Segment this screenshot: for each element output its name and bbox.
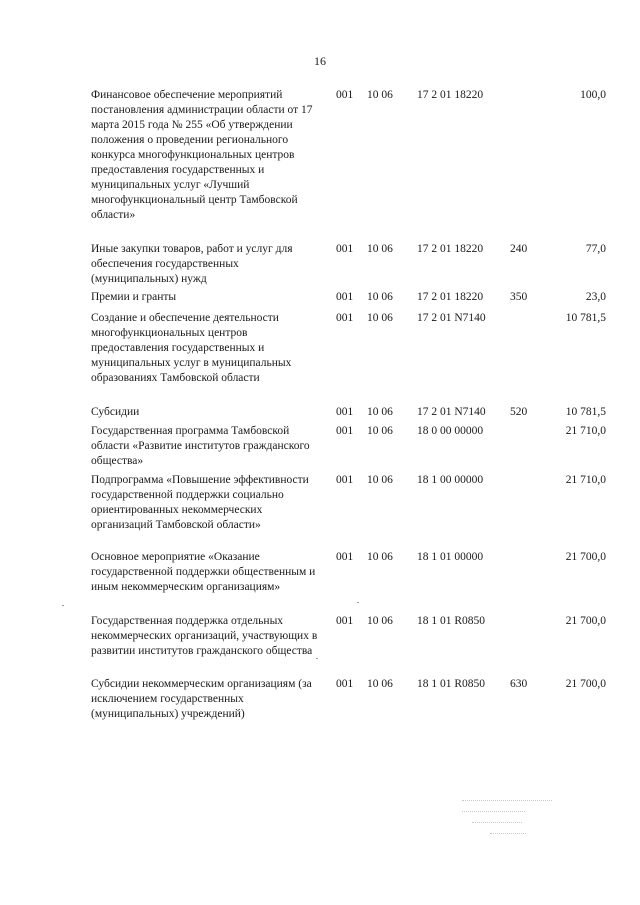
row-amount: 23,0 bbox=[585, 291, 606, 303]
row-amount: 21 700,0 bbox=[565, 678, 606, 690]
row-amount: 21 700,0 bbox=[565, 615, 606, 627]
row-amount: 10 781,5 bbox=[565, 312, 606, 324]
row-program: 18 1 01 R0850 bbox=[417, 678, 486, 690]
row-program: 17 2 01 N7140 bbox=[417, 312, 486, 324]
row-ministry: 001 bbox=[336, 406, 354, 418]
row-description: Субсидии некоммерческим организациям (за исключением государственных (муниципальных) учреждений) bbox=[91, 678, 312, 720]
row-amount: 100,0 bbox=[580, 89, 606, 101]
row-program: 18 1 00 00000 bbox=[417, 474, 484, 486]
page-number: 16 bbox=[314, 54, 326, 68]
row-description: Основное мероприятие «Оказание государственной поддержки общественным и иным некоммерческим организациям» bbox=[91, 551, 316, 593]
row-ministry: 001 bbox=[336, 89, 354, 101]
row-section: 10 06 bbox=[367, 678, 393, 690]
row-ministry: 001 bbox=[336, 551, 354, 563]
row-section: 10 06 bbox=[367, 474, 393, 486]
row-description: Финансовое обеспечение мероприятий постановления администрации области от 17 марта 2015 года № 255 «Об утверждении положения о проведении регионального конкурса многофункциональных центров предоставления государственных и муниципальных услуг «Лучший многофункциональный центр Тамбовской области» bbox=[91, 89, 313, 221]
row-section: 10 06 bbox=[367, 243, 393, 255]
row-program: 18 1 01 00000 bbox=[417, 551, 484, 563]
row-section: 10 06 bbox=[367, 89, 393, 101]
row-program: 18 1 01 R0850 bbox=[417, 615, 486, 627]
row-description: Государственная программа Тамбовской области «Развитие институтов гражданского общества» bbox=[91, 425, 310, 467]
scan-speck bbox=[357, 602, 359, 603]
scan-speck bbox=[62, 605, 64, 606]
scan-speck bbox=[316, 658, 318, 659]
row-ministry: 001 bbox=[336, 291, 354, 303]
row-amount: 21 710,0 bbox=[565, 425, 606, 437]
row-section: 10 06 bbox=[367, 406, 393, 418]
row-amount: 10 781,5 bbox=[565, 406, 606, 418]
row-program: 17 2 01 18220 bbox=[417, 291, 484, 303]
row-expense: 350 bbox=[510, 291, 528, 303]
row-program: 17 2 01 N7140 bbox=[417, 406, 486, 418]
row-description: Подпрограмма «Повышение эффективности государственной поддержки социально ориентированных некоммерческих организаций Тамбовской области» bbox=[91, 474, 309, 531]
row-ministry: 001 bbox=[336, 474, 354, 486]
row-program: 17 2 01 18220 bbox=[417, 89, 484, 101]
row-ministry: 001 bbox=[336, 678, 354, 690]
row-section: 10 06 bbox=[367, 615, 393, 627]
row-ministry: 001 bbox=[336, 425, 354, 437]
row-description: Субсидии bbox=[91, 406, 140, 418]
row-program: 18 0 00 00000 bbox=[417, 425, 484, 437]
row-program: 17 2 01 18220 bbox=[417, 243, 484, 255]
row-ministry: 001 bbox=[336, 312, 354, 324]
row-expense: 520 bbox=[510, 406, 528, 418]
row-amount: 21 710,0 bbox=[565, 474, 606, 486]
row-section: 10 06 bbox=[367, 291, 393, 303]
row-amount: 21 700,0 bbox=[565, 551, 606, 563]
row-description: Иные закупки товаров, работ и услуг для обеспечения государственных (муниципальных) нужд bbox=[91, 243, 293, 285]
row-description: Премии и гранты bbox=[91, 291, 177, 303]
row-ministry: 001 bbox=[336, 615, 354, 627]
row-ministry: 001 bbox=[336, 243, 354, 255]
row-section: 10 06 bbox=[367, 551, 393, 563]
row-description: Государственная поддержка отдельных некоммерческих организаций, участвующих в развитии институтов гражданского общества bbox=[91, 615, 318, 657]
row-expense: 630 bbox=[510, 678, 528, 690]
row-section: 10 06 bbox=[367, 425, 393, 437]
row-section: 10 06 bbox=[367, 312, 393, 324]
faint-scan-marks bbox=[462, 800, 552, 844]
row-expense: 240 bbox=[510, 243, 528, 255]
row-amount: 77,0 bbox=[585, 243, 606, 255]
row-description: Создание и обеспечение деятельности многофункциональных центров предоставления государственных и муниципальных услуг в муниципальных образованиях Тамбовской области bbox=[91, 312, 292, 384]
